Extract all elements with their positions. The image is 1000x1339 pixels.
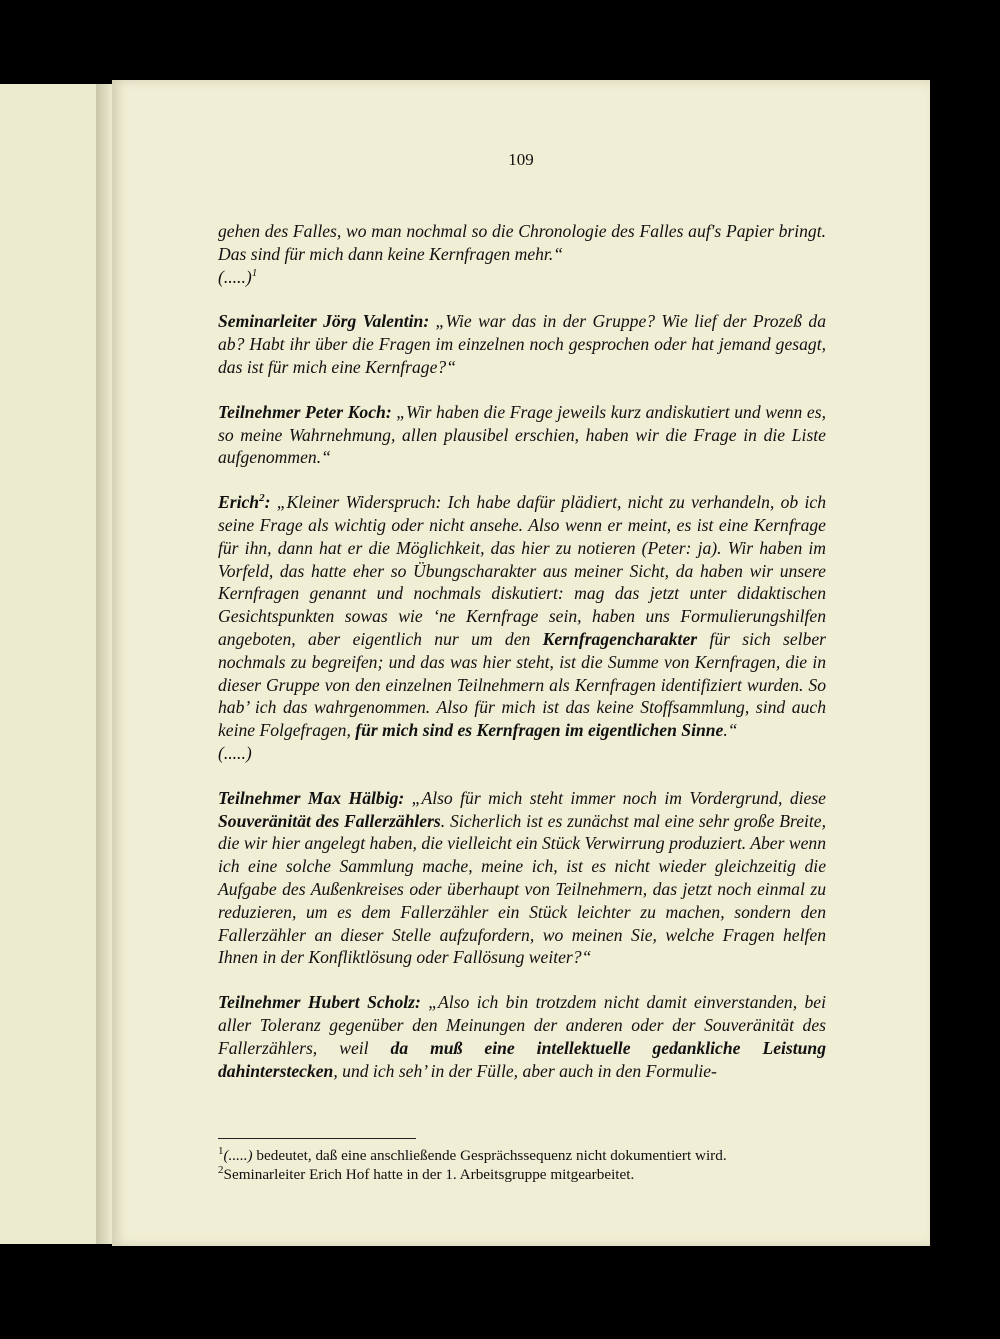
paragraph-text: gehen des Falles, wo man nochmal so die Chronologie des Falles auf's Papier bringt. Das sind für mich dann keine Kernfragen mehr.“ [218, 221, 826, 264]
footnotes [218, 1146, 858, 1184]
footnote-mark: 1 [218, 1144, 224, 1157]
paragraph-continuation [218, 220, 826, 288]
paragraph-haelbig [218, 787, 826, 969]
body-text [218, 220, 826, 1082]
emphasis-text: für mich sind es Kernfragen im eigentlichen Sinne [355, 720, 724, 741]
speech-text: „Also für mich steht immer noch im Vordergrund, diese [404, 787, 826, 808]
footnote-text: Seminarleiter Erich Hof hatte in der 1. Arbeitsgruppe mitgearbeitet. [223, 1166, 635, 1183]
footnote-2 [218, 1165, 858, 1184]
speaker-colon: : [264, 492, 271, 513]
footnote-ref: 1 [251, 266, 258, 279]
footnote-1 [218, 1146, 858, 1165]
speaker-name: Seminarleiter Jörg Valentin: [218, 311, 430, 332]
omission-marker: (.....) [218, 742, 252, 763]
footnote-text: bedeutet, daß eine anschließende Gesprächssequenz nicht dokumentiert wird. [252, 1147, 727, 1164]
speech-text: . Sicherlich ist es zunächst mal eine sehr große Breite, die wir hier angelegt haben, die vielleicht ein Stück Verwirrung produziert. Aber wenn ich eine solche Sammlung mache, meine ich, ist es nicht wieder gleichzeitig die Aufgabe des Außenkreises oder überhaupt von Teilnehmern, das jetzt noch einmal zu reduzieren, um es dem Fallerzähler ein Stück leichter zu machen, sondern den Fallerzähler an dieser Stelle aufzufordern, wo meinen Sie, welche Fragen helfen Ihnen in der Konfliktlösung oder Fallösung weiter?“ [218, 810, 826, 968]
speech-text: „Wie war das in der Gruppe? Wie lief der Prozeß da ab? Habt ihr über die Fragen im einzelnen noch gesprochen oder hat jemand gesagt, das ist für mich eine Kernfrage?“ [218, 311, 826, 377]
speaker-name: Teilnehmer Hubert Scholz: [218, 992, 421, 1013]
speech-text: „Kleiner Widerspruch: Ich habe dafür plädiert, nicht zu verhandeln, ob ich seine Frage als wichtig oder nicht ansehe. Also wenn er meint, es ist eine Kernfrage für ihn, dann hat er die Möglichkeit, das hier zu notieren (Peter: ja). Wir haben im Vorfeld, das hatte eher so Übungscharakter aus meiner Sicht, da haben wir unsere Kernfragen genannt und nochmals diskutiert: mag das jetzt unter didaktischen Gesichtspunkten sowas wie ‘ne Kernfrage sein, haben uns Formulierungshilfen angeboten, aber eigentlich nur um den [218, 492, 826, 649]
speech-text: „Wir haben die Frage jeweils kurz andiskutiert und wenn es, so meine Wahrnehmung, allen plausibel erschien, haben wir die Frage in die Liste aufgenommen.“ [218, 401, 826, 468]
omission-marker: (.....) [218, 266, 252, 287]
speaker-name: Teilnehmer Max Hälbig: [218, 787, 405, 808]
speech-text: , und ich seh’ in der Fülle, aber auch in den Formulie- [333, 1060, 717, 1081]
footnote-marker-text: (.....) [223, 1147, 253, 1164]
speech-text: „Also ich bin trotzdem nicht damit einverstanden, bei aller Toleranz gegenüber den Meinungen der anderen oder der Souveränität des Fallerzählers, weil [218, 992, 826, 1058]
paragraph-erich [218, 491, 826, 765]
facing-page-edge [0, 84, 104, 1244]
speaker-name: Teilnehmer Peter Koch: [218, 401, 392, 422]
speech-text: für sich selber nochmals zu begreifen; und das was hier steht, ist die Summe von Kernfragen, die in dieser Gruppe von den einzelnen Teilnehmern als Kernfragen identifiziert wurden. So hab’ ich das wahrgenommen. Also für mich ist das keine Stoffsammlung, sind auch keine Folgefragen, [218, 628, 826, 741]
book-page [112, 80, 930, 1246]
speaker-name: Erich [218, 492, 260, 513]
page-number: 109 [508, 150, 534, 169]
paragraph-scholz [218, 991, 826, 1082]
footnote-mark: 2 [218, 1163, 224, 1176]
emphasis-text: Kernfragencharakter [542, 628, 698, 649]
paragraph-koch [218, 401, 826, 469]
emphasis-text: da muß eine intellektuelle gedankliche Leistung dahinterstecken [218, 1037, 827, 1081]
footnote-ref: 2 [259, 492, 265, 505]
emphasis-text: Souveränität des Fallerzählers [218, 810, 441, 831]
footnote-divider [218, 1138, 416, 1139]
paragraph-valentin [218, 310, 826, 378]
speech-text: .“ [723, 720, 738, 741]
